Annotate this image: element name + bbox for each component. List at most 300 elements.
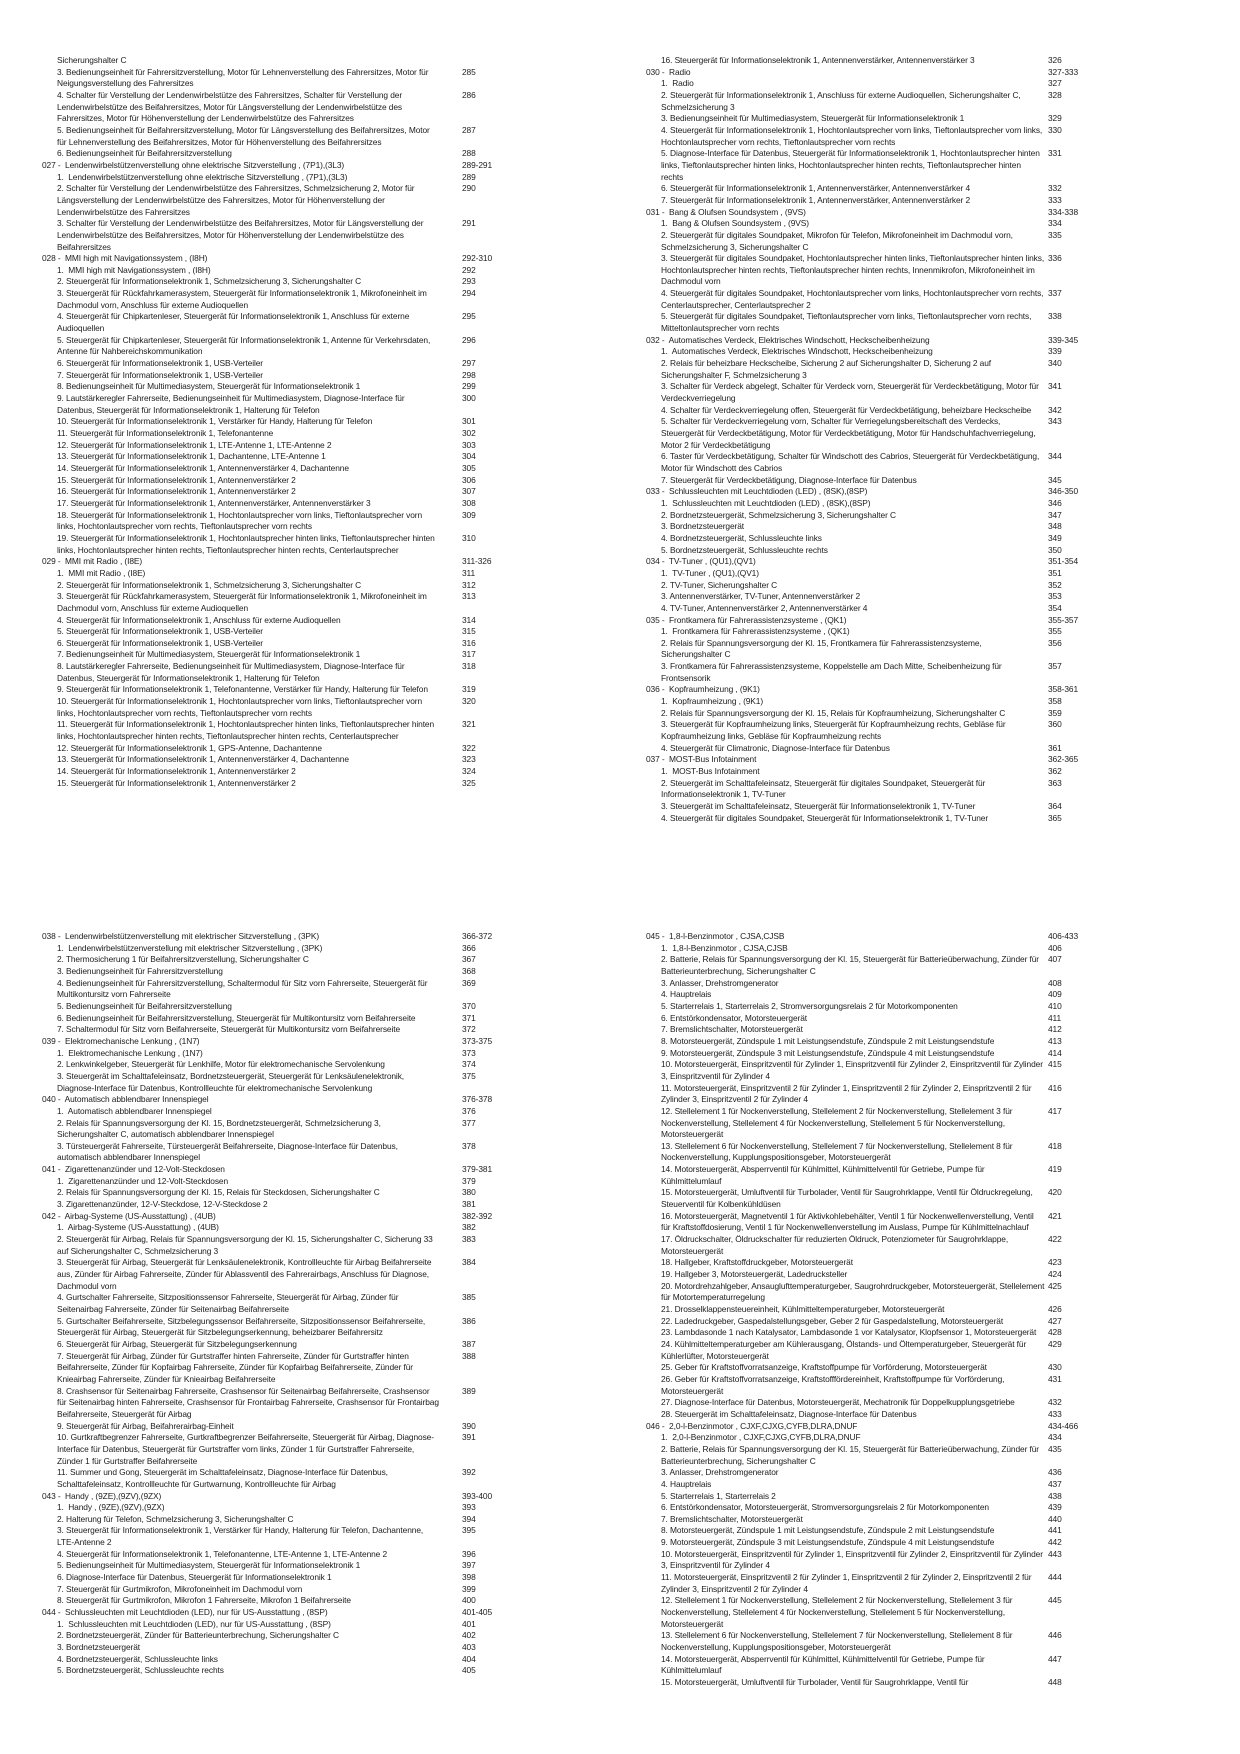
index-entry	[42, 335, 617, 358]
entry-text: 3. Steuergerät im Schalttafeleinsatz, Steuergerät für Informationselektronik 1, TV-Tuner	[661, 801, 976, 811]
index-entry	[646, 1083, 1221, 1106]
index-entry	[42, 428, 617, 440]
index-entry	[646, 1316, 1221, 1328]
entry-text: 2. Relais für beheizbare Heckscheibe, Sicherung 2 auf Sicherungshalter D, Sicherung 2 auf Sicherungshalter F, Schmelzsicherung 3	[661, 358, 994, 380]
page-number: 296	[462, 334, 476, 345]
page-number: 355	[1048, 626, 1062, 637]
page-number: 375	[462, 1070, 476, 1081]
section-title: 034 - TV-Tuner , (QU1),(QV1)	[646, 556, 756, 567]
index-entry	[646, 719, 1221, 742]
page-number: 436	[1048, 1467, 1062, 1478]
index-entry	[42, 475, 617, 487]
index-entry	[42, 1292, 617, 1315]
entry-text: 2. Schalter für Verstellung der Lendenwirbelstütze des Fahrersitzes, Schmelzsicherung 2, Motor für Längsverstellung der Lendenwirbelstütze des Fahrersitzes, Motor für Höhenverstellung der Lendenwirbelstütze des Fahrersitzes	[57, 183, 417, 217]
index-entry	[646, 1036, 1221, 1048]
section-heading	[42, 1607, 617, 1619]
index-entry	[646, 475, 1221, 487]
page-number: 420	[1048, 1187, 1062, 1198]
entry-text: 7. Steuergerät für Informationselektronik 1, USB-Verteiler	[57, 369, 263, 380]
entry-text: 2. Steuergerät im Schalttafeleinsatz, Steuergerät für digitales Soundpaket, Steuergerät für Informationselektronik 1, TV-Tuner	[661, 777, 988, 800]
entry-text: 8. Bedienungseinheit für Multimediasystem, Steuergerät für Informationselektronik 1	[57, 381, 361, 392]
index-entry	[646, 1525, 1221, 1537]
section-title: 040 - Automatisch abblendbarer Innenspiegel	[42, 1094, 209, 1105]
entry-text: 16. Steuergerät für Informationselektronik 1, Antennenverstärker 2	[57, 486, 296, 497]
page-number: 418	[1048, 1140, 1062, 1151]
page-number: 431	[1048, 1373, 1062, 1384]
page-number: 341	[1048, 381, 1062, 392]
index-entry	[646, 1257, 1221, 1269]
entry-text: 2. Relais für Spannungsversorgung der Kl. 15, Relais für Kopfraumheizung, Sicherungshalter C	[661, 707, 1006, 718]
entry-text: 7. Schaltermodul für Sitz vorn Beifahrerseite, Steuergerät für Multikontursitz vorn Beifahrerseite	[57, 1024, 401, 1035]
page-number: 423	[1048, 1257, 1062, 1268]
index-entry	[42, 1024, 617, 1036]
index-entry	[42, 778, 617, 790]
index-entry	[646, 1211, 1221, 1234]
page-number: 353	[1048, 591, 1062, 602]
index-entry	[42, 943, 617, 955]
entry-text: 16. Motorsteuergerät, Magnetventil 1 für Aktivkohlebehälter, Ventil 1 für Nockenwellenverstellung, Ventil für Kraftstoffdosierung, Ventil 1 für Nockenwellenverstellung im Auslass, Pumpe für Kühlmittelnachlauf	[661, 1210, 1036, 1233]
page-number: 408	[1048, 977, 1062, 988]
entry-text: Sicherungshalter C	[57, 55, 127, 65]
page-number: 334	[1048, 218, 1062, 229]
index-entry	[42, 533, 617, 556]
index-entry	[646, 1106, 1221, 1141]
index-entry	[646, 533, 1221, 545]
entry-text: 2. Bordnetzsteuergerät, Schmelzsicherung 3, Sicherungshalter C	[661, 509, 896, 520]
section-title: 036 - Kopfraumheizung , (9K1)	[646, 684, 760, 695]
entry-text: 3. Frontkamera für Fahrerassistenzsysteme, Koppelstelle am Dach Mitte, Scheibenheizung für Frontsensorik	[661, 661, 1004, 683]
index-entry	[42, 1584, 617, 1596]
entry-text: 9. Motorsteuergerät, Zündspule 3 mit Leistungsendstufe, Zündspule 4 mit Leistungsendstufe	[661, 1047, 995, 1058]
entry-text: 5. Bedienungseinheit für Multimediasystem, Steuergerät für Informationselektronik 1	[57, 1560, 361, 1571]
entry-text: 5. Diagnose-Interface für Datenbus, Steuergerät für Informationselektronik 1, Hochtonlautsprecher hinten links, Tieftonlautsprecher hinten links, Hochtonlautsprecher hinten rechts, Tieftonlautsprecher hinten rechts	[661, 148, 1043, 182]
index-entry	[646, 230, 1221, 253]
page-number: 380	[462, 1187, 476, 1198]
entry-text: 28. Steuergerät im Schalttafeleinsatz, Diagnose-Interface für Datenbus	[661, 1408, 917, 1419]
section-title: 037 - MOST-Bus Infotainment	[646, 754, 757, 765]
page-number: 350	[1048, 544, 1062, 555]
index-entry	[646, 125, 1221, 148]
entry-text: 23. Lambdasonde 1 nach Katalysator, Lambdasonde 1 vor Katalysator, Klopfsensor 1, Motorsteuergerät	[661, 1327, 1037, 1338]
page-number: 345	[1048, 474, 1062, 485]
entry-text: 6. Bedienungseinheit für Beifahrersitzverstellung, Steuergerät für Multikontursitz vorn Beifahrerseite	[57, 1012, 416, 1023]
page-range: 373-375	[462, 1035, 493, 1046]
page-number: 370	[462, 1000, 476, 1011]
section-heading	[646, 754, 1221, 766]
page-range: 376-378	[462, 1094, 493, 1105]
entry-text: 4. Hauptrelais	[661, 989, 712, 1000]
page-number: 342	[1048, 404, 1062, 415]
entry-text: 3. Steuergerät im Schalttafeleinsatz, Bordnetzsteuergerät, Steuergerät für Lenksäulenelektronik, Diagnose-Interface für Datenbus, Kontrollleuchte für elektromechanische Servolenkung	[57, 1070, 407, 1093]
index-entry	[42, 393, 617, 416]
page-number: 441	[1048, 1525, 1062, 1536]
entry-text: 13. Stellelement 6 für Nockenverstellung, Stellelement 7 für Nockenverstellung, Stellelement 8 für Nockenverstellung, Kupplungspositionsgeber, Motorsteuergerät	[661, 1630, 1015, 1653]
entry-text: 7. Steuergerät für Verdeckbetätigung, Diagnose-Interface für Datenbus	[661, 474, 917, 485]
page-number: 427	[1048, 1315, 1062, 1326]
entry-text: 1. Lendenwirbelstützenverstellung ohne elektrische Sitzverstellung , (7P1),(3L3)	[57, 171, 348, 182]
index-entry	[646, 778, 1221, 801]
page-number: 294	[462, 288, 476, 299]
index-entry	[42, 440, 617, 452]
entry-text: 14. Motorsteuergerät, Absperrventil für Kühlmittel, Kühlmittelventil für Getriebe, Pumpe für Kühlmittelumlauf	[661, 1164, 987, 1186]
index-entry	[42, 1106, 617, 1118]
index-entry	[646, 1362, 1221, 1374]
page-number: 372	[462, 1024, 476, 1035]
page-number: 324	[462, 766, 476, 777]
page-number: 366	[462, 942, 476, 953]
index-entry	[646, 1048, 1221, 1060]
entry-text: 10. Steuergerät für Informationselektronik 1, Hochtonlautsprecher vorn links, Tieftonlautsprecher vorn links, Hochtonlautsprecher vorn rechts, Tieftonlautsprecher vorn rechts	[57, 696, 425, 718]
section-heading	[42, 1211, 617, 1223]
index-entry	[646, 55, 1221, 67]
entry-text: 6. Entstörkondensator, Motorsteuergerät	[661, 1012, 808, 1023]
page-number: 428	[1048, 1327, 1062, 1338]
entry-text: 7. Steuergerät für Gurtmikrofon, Mikrofoneinheit im Dachmodul vorn	[57, 1583, 303, 1594]
index-entry	[646, 1677, 1221, 1689]
index-entry	[646, 183, 1221, 195]
index-entry	[646, 1444, 1221, 1467]
index-entry	[42, 615, 617, 627]
entry-text: 1. MMI mit Radio , (I8E)	[57, 567, 146, 578]
index-entry	[646, 545, 1221, 557]
entry-text: 4. Schalter für Verstellung der Lendenwirbelstütze des Fahrersitzes, Schalter für Verstellung der Lendenwirbelstütze des Beifahrersitzes, Motor für Längsverstellung der Lendenwirbelstütze des Fahrersitzes, Motor für Höhenverstellung der Lendenwirbelstütze des Fahrersitzes	[57, 89, 405, 124]
page-number: 421	[1048, 1210, 1062, 1221]
page-number: 443	[1048, 1548, 1062, 1559]
entry-text: 7. Bedienungseinheit für Multimediasystem, Steuergerät für Informationselektronik 1	[57, 649, 361, 660]
page-number: 383	[462, 1234, 476, 1245]
page-number: 371	[462, 1012, 476, 1023]
entry-text: 3. Schalter für Verstellung der Lendenwirbelstütze des Beifahrersitzes, Motor für Längsverstellung der Lendenwirbelstütze des Beifahrersitzes, Motor für Höhenverstellung der Lendenwirbelstütze des Beifahrersitzes	[57, 218, 426, 252]
entry-text: 4. Schalter für Verdeckverriegelung offen, Steuergerät für Verdeckbetätigung, beheizbare Heckscheibe	[661, 404, 1032, 415]
column-bottom-right	[646, 931, 1221, 1689]
page-range: 401-405	[462, 1607, 493, 1618]
page-number: 385	[462, 1292, 476, 1303]
entry-text: 3. Türsteuergerät Fahrerseite, Türsteuergerät Beifahrerseite, Diagnose-Interface für Datenbus, automatisch abblendbarer Innenspiegel	[57, 1140, 401, 1163]
entry-text: 3. Bedienungseinheit für Fahrersitzverstellung	[57, 965, 223, 976]
index-entry	[646, 1502, 1221, 1514]
index-entry	[42, 1351, 617, 1386]
page-number: 413	[1048, 1035, 1062, 1046]
index-entry	[646, 1491, 1221, 1503]
index-entry	[646, 510, 1221, 522]
index-entry	[42, 1118, 617, 1141]
index-entry	[646, 1339, 1221, 1362]
page-number: 330	[1048, 124, 1062, 135]
entry-text: 18. Steuergerät für Informationselektronik 1, Hochtonlautsprecher vorn links, Tieftonlautsprecher vorn links, Hochtonlautsprecher vorn rechts, Tieftonlautsprecher vorn rechts	[57, 509, 425, 532]
index-entry	[646, 1281, 1221, 1304]
entry-text: 13. Steuergerät für Informationselektronik 1, Dachantenne, LTE-Antenne 1	[57, 451, 326, 462]
entry-text: 4. Steuergerät für Informationselektronik 1, Hochtonlautsprecher vorn links, Tieftonlautsprecher vorn links, Hochtonlautsprecher vorn rechts, Tieftonlautsprecher vorn rechts	[661, 124, 1045, 147]
entry-text: 5. Bedienungseinheit für Beifahrersitzverstellung	[57, 1000, 232, 1011]
entry-text: 21. Drosselklappensteuereinheit, Kühlmitteltemperaturgeber, Motorsteuergerät	[661, 1304, 945, 1314]
index-entry	[42, 1048, 617, 1060]
section-title: 029 - MMI mit Radio , (I8E)	[42, 556, 143, 567]
index-entry	[42, 1234, 617, 1257]
index-entry	[646, 661, 1221, 684]
page-number: 407	[1048, 954, 1062, 965]
index-entry	[646, 1374, 1221, 1397]
section-heading	[646, 67, 1221, 79]
page-number: 297	[462, 358, 476, 369]
page-number: 336	[1048, 253, 1062, 264]
entry-text: 3. Schalter für Verdeck abgelegt, Schalter für Verdeck vorn, Steuergerät für Verdeckbetätigung, Motor für Verdeckverriegelung	[661, 381, 1041, 404]
entry-text: 5. Schalter für Verdeckverriegelung vorn, Schalter für Verriegelungsbereitschaft des Verdecks, Steuergerät für Verdeckbetätigung, Motor für Verdeckbetätigung, Motor für Handschuhfachverriegelung, Motor 2 für Verdeckbetätigung	[661, 416, 1038, 450]
continuation-line	[42, 55, 617, 67]
index-entry	[646, 743, 1221, 755]
page-number: 310	[462, 532, 476, 543]
page-number: 442	[1048, 1537, 1062, 1548]
entry-text: 3. Anlasser, Drehstromgenerator	[661, 1467, 779, 1478]
section-heading	[42, 556, 617, 568]
entry-text: 1. Automatisch abblendbarer Innenspiegel	[57, 1105, 212, 1116]
entry-text: 5. Steuergerät für Informationselektronik 1, USB-Verteiler	[57, 626, 263, 637]
index-entry	[646, 603, 1221, 615]
page-number: 300	[462, 393, 476, 404]
page-number: 399	[462, 1583, 476, 1594]
index-entry	[42, 626, 617, 638]
index-entry	[42, 1630, 617, 1642]
page-number: 287	[462, 124, 476, 135]
page-number: 446	[1048, 1630, 1062, 1641]
index-entry	[646, 989, 1221, 1001]
entry-text: 24. Kühlmitteltemperaturgeber am Kühlerausgang, Ölstands- und Öltemperaturgeber, Steuergerät für Kühlerlüfter, Motorsteuergerät	[661, 1338, 1029, 1361]
entry-text: 1. Elektromechanische Lenkung , (1N7)	[57, 1047, 203, 1058]
page-number: 448	[1048, 1677, 1062, 1687]
page-number: 369	[462, 977, 476, 988]
index-entry	[646, 218, 1221, 230]
page-number: 398	[462, 1572, 476, 1583]
page-range: 334-338	[1048, 206, 1079, 217]
section-title: 042 - Airbag-Systeme (US-Ausstattung) , (4UB)	[42, 1210, 216, 1221]
entry-text: 17. Steuergerät für Informationselektronik 1, Antennenverstärker, Antennenverstärker 3	[57, 497, 371, 508]
entry-text: 6. Steuergerät für Informationselektronik 1, USB-Verteiler	[57, 358, 263, 369]
page-number: 351	[1048, 567, 1062, 578]
entry-text: 7. Bremslichtschalter, Motorsteuergerät	[661, 1513, 803, 1524]
section-title: 028 - MMI high mit Navigationssystem , (I8H)	[42, 253, 208, 264]
entry-text: 4. TV-Tuner, Antennenverstärker 2, Antennenverstärker 4	[661, 602, 868, 613]
page-number: 306	[462, 474, 476, 485]
page-range: 379-381	[462, 1164, 493, 1175]
page-number: 338	[1048, 311, 1062, 322]
index-entry	[42, 661, 617, 684]
index-entry	[42, 638, 617, 650]
index-entry	[646, 1164, 1221, 1187]
entry-text: 5. Steuergerät für Chipkartenleser, Steuergerät für Informationselektronik 1, Antenne für Verkehrsdaten, Antenne für Nahbereichskommunikation	[57, 334, 432, 357]
index-entry	[42, 591, 617, 614]
index-entry	[42, 1071, 617, 1094]
page-number: 401	[462, 1618, 476, 1629]
section-heading	[646, 615, 1221, 627]
index-entry	[646, 311, 1221, 334]
index-entry	[646, 708, 1221, 720]
index-entry	[646, 1024, 1221, 1036]
page-range: 382-392	[462, 1210, 493, 1221]
entry-text: 4. Bordnetzsteuergerät, Schlussleuchte links	[661, 532, 822, 543]
entry-text: 11. Summer und Gong, Steuergerät im Schalttafeleinsatz, Diagnose-Interface für Datenbus, Schalttafeleinsatz, Kontrollleuchte für Gurtwarnung, Kontrollleuchte für Airbag	[57, 1467, 391, 1489]
page-number: 414	[1048, 1047, 1062, 1058]
page-number: 416	[1048, 1082, 1062, 1093]
entry-text: 15. Motorsteuergerät, Umluftventil für Turbolader, Ventil für Saugrohrklappe, Ventil für Öldruckregelung, Steuerventil für Kolbenkühldüsen	[661, 1187, 1035, 1210]
index-entry	[646, 113, 1221, 125]
entry-text: 4. Gurtschalter Fahrerseite, Sitzpositionssensor Fahrerseite, Steuergerät für Airbag, Zünder für Seitenairbag Fahrerseite, Zünder für Seitenairbag Beifahrerseite	[57, 1292, 401, 1314]
section-heading	[42, 1491, 617, 1503]
section-heading	[646, 1421, 1221, 1433]
column-top-left	[42, 55, 617, 789]
entry-text: 3. Bedienungseinheit für Multimediasystem, Steuergerät für Informationselektronik 1	[661, 113, 965, 124]
entry-text: 2. Lenkwinkelgeber, Steuergerät für Lenkhilfe, Motor für elektromechanische Servolenkung	[57, 1059, 385, 1070]
index-entry	[646, 766, 1221, 778]
index-entry	[646, 568, 1221, 580]
index-entry	[646, 638, 1221, 661]
page-number: 303	[462, 439, 476, 450]
entry-text: 15. Steuergerät für Informationselektronik 1, Antennenverstärker 2	[57, 777, 296, 788]
entry-text: 16. Steuergerät für Informationselektronik 1, Antennenverstärker, Antennenverstärker 3	[661, 55, 975, 65]
entry-text: 3. Steuergerät für Informationselektronik 1, Verstärker für Handy, Halterung für Telefon, Dachantenne, LTE-Antenne 2	[57, 1525, 426, 1548]
index-entry	[646, 148, 1221, 183]
index-entry	[646, 813, 1221, 825]
entry-text: 2. Relais für Spannungsversorgung der Kl. 15, Bordnetzsteuergerät, Schmelzsicherung 3, Sicherungshalter C, automatisch abblendbarer Innenspiegel	[57, 1117, 384, 1140]
index-entry	[42, 766, 617, 778]
index-entry	[42, 1595, 617, 1607]
section-heading	[646, 207, 1221, 219]
entry-text: 2. Thermosicherung 1 für Beifahrersitzverstellung, Sicherungshalter C	[57, 954, 309, 965]
page-number: 432	[1048, 1397, 1062, 1408]
page-number: 319	[462, 684, 476, 695]
entry-text: 3. Bordnetzsteuergerät	[661, 521, 744, 532]
page-range: 327-333	[1048, 66, 1079, 77]
page-number: 358	[1048, 696, 1062, 707]
index-entry	[646, 381, 1221, 404]
entry-text: 1. Frontkamera für Fahrerassistenzsysteme , (QK1)	[661, 626, 850, 637]
page-number: 444	[1048, 1572, 1062, 1583]
page-number: 322	[462, 742, 476, 753]
index-entry	[646, 1514, 1221, 1526]
entry-text: 10. Motorsteuergerät, Einspritzventil für Zylinder 1, Einspritzventil für Zylinder 2, Einspritzventil für Zylinder 3, Einspritzventil für Zylinder 4	[661, 1548, 1046, 1571]
entry-text: 2. Steuergerät für Airbag, Relais für Spannungsversorgung der Kl. 15, Sicherungshalter C, Sicherung 33 auf Sicherungshalter C, Schmelzsicherung 3	[57, 1234, 435, 1256]
page-range: 339-345	[1048, 334, 1079, 345]
page-number: 409	[1048, 989, 1062, 1000]
index-entry	[646, 78, 1221, 90]
index-entry	[646, 1630, 1221, 1653]
page-range: 292-310	[462, 253, 493, 264]
page-number: 391	[462, 1432, 476, 1443]
entry-text: 4. Steuergerät für digitales Soundpaket, Steuergerät für Informationselektronik 1, TV-Tuner	[661, 812, 989, 823]
page-number: 315	[462, 626, 476, 637]
entry-text: 10. Gurtkraftbegrenzer Fahrerseite, Gurtkraftbegrenzer Beifahrerseite, Steuergerät für Airbag, Diagnose-Interface für Datenbus, Steuergerät für Gurtstraffer vorn links, Zünder 1 für Gurtstraffer Fahrerseite, Zünder 1 für Gurtstraffer Beifahrerseite	[57, 1432, 434, 1466]
page-number: 359	[1048, 707, 1062, 718]
entry-text: 8. Crashsensor für Seitenairbag Fahrerseite, Crashsensor für Seitenairbag Beifahrerseite, Crashsensor für Seitenairbag hinten Fahrerseite, Crashsensor für Frontairbag Fahrerseite, Crashsensor für Frontairbag Beifahrerseite, Steuergerät für Airbag	[57, 1385, 442, 1419]
page-number: 397	[462, 1560, 476, 1571]
page-number: 357	[1048, 661, 1062, 672]
page-number: 321	[462, 719, 476, 730]
entry-text: 7. Bremslichtschalter, Motorsteuergerät	[661, 1024, 803, 1035]
index-entry	[42, 649, 617, 661]
entry-text: 4. Bedienungseinheit für Fahrersitzverstellung, Schaltermodul für Sitz vorn Fahrerseite, Steuergerät für Multikontursitz vorn Fahrerseite	[57, 977, 430, 1000]
index-entry	[646, 1397, 1221, 1409]
page-number: 295	[462, 311, 476, 322]
index-entry	[42, 498, 617, 510]
entry-text: 1. MOST-Bus Infotainment	[661, 766, 760, 777]
page-number: 352	[1048, 579, 1062, 590]
index-entry	[42, 1187, 617, 1199]
entry-text: 19. Steuergerät für Informationselektronik 1, Hochtonlautsprecher hinten links, Tieftonlautsprecher hinten links, Hochtonlautsprecher hinten rechts, Tieftonlautsprecher hinten rechts, Centerlautsprecher	[57, 532, 437, 555]
section-title: 038 - Lendenwirbelstützenverstellung mit elektrischer Sitzverstellung , (3PK)	[42, 931, 320, 941]
index-entry	[646, 1595, 1221, 1630]
page-range: 366-372	[462, 931, 493, 941]
page-number: 424	[1048, 1269, 1062, 1280]
page-number: 389	[462, 1385, 476, 1396]
index-entry	[646, 405, 1221, 417]
page-number: 291	[462, 218, 476, 229]
section-title: 033 - Schlussleuchten mit Leuchtdioden (LED) , (8SK),(8SP)	[646, 486, 868, 497]
index-entry	[42, 1141, 617, 1164]
entry-text: 26. Geber für Kraftstoffvorratsanzeige, Kraftstofffördereinheit, Kraftstoffpumpe für Vorförderung, Motorsteuergerät	[661, 1373, 1007, 1396]
page-number: 426	[1048, 1304, 1062, 1314]
page-range: 393-400	[462, 1490, 493, 1501]
page-number: 340	[1048, 358, 1062, 369]
index-entry	[42, 1316, 617, 1339]
section-title: 041 - Zigarettenanzünder und 12-Volt-Steckdosen	[42, 1164, 225, 1175]
page-number: 445	[1048, 1595, 1062, 1606]
page-range: 434-466	[1048, 1420, 1079, 1431]
index-entry	[42, 1467, 617, 1490]
section-title: 046 - 2,0-l-Benzinmotor , CJXF,CJXG,CYFB,DLRA,DNUF	[646, 1420, 858, 1431]
section-heading	[646, 931, 1221, 943]
page-number: 410	[1048, 1000, 1062, 1011]
index-entry	[646, 416, 1221, 451]
section-title: 039 - Elektromechanische Lenkung , (1N7)	[42, 1035, 200, 1046]
entry-text: 1. MMI high mit Navigationssystem , (I8H)	[57, 264, 211, 275]
page-number: 439	[1048, 1502, 1062, 1513]
page-number: 412	[1048, 1024, 1062, 1035]
index-entry	[42, 1549, 617, 1561]
index-entry	[42, 1176, 617, 1188]
page-number: 302	[462, 428, 476, 438]
section-title: 032 - Automatisches Verdeck, Elektrisches Windschott, Heckscheibenheizung	[646, 334, 930, 345]
page-number: 377	[462, 1117, 476, 1128]
entry-text: 11. Steuergerät für Informationselektronik 1, Telefonantenne	[57, 428, 274, 438]
index-entry	[42, 486, 617, 498]
page-range: 358-361	[1048, 684, 1079, 695]
page-number: 343	[1048, 416, 1062, 427]
page-number: 388	[462, 1350, 476, 1361]
index-entry	[646, 358, 1221, 381]
entry-text: 11. Motorsteuergerät, Einspritzventil 2 für Zylinder 1, Einspritzventil 2 für Zylinder 2, Einspritzventil 2 für Zylinder 3, Einspritzventil 2 für Zylinder 4	[661, 1082, 1034, 1105]
index-entry	[646, 943, 1221, 955]
index-entry	[646, 626, 1221, 638]
entry-text: 1. 1,8-l-Benzinmotor , CJSA,CJSB	[661, 942, 788, 953]
entry-text: 14. Steuergerät für Informationselektronik 1, Antennenverstärker 2	[57, 766, 296, 777]
section-title: 031 - Bang & Olufsen Soundsystem , (9VS)	[646, 206, 806, 217]
page-number: 333	[1048, 194, 1062, 205]
section-heading	[42, 1094, 617, 1106]
index-entry	[42, 954, 617, 966]
index-entry	[646, 1467, 1221, 1479]
column-top-right	[646, 55, 1221, 824]
page-range: 362-365	[1048, 754, 1079, 765]
index-entry	[42, 370, 617, 382]
index-entry	[42, 1001, 617, 1013]
page-range: 311-326	[462, 556, 492, 567]
page-number: 415	[1048, 1059, 1062, 1070]
section-heading	[42, 1036, 617, 1048]
entry-text: 4. Steuergerät für Informationselektronik 1, Telefonantenne, LTE-Antenne 1, LTE-Antenne 2	[57, 1548, 388, 1559]
page-number: 440	[1048, 1513, 1062, 1524]
entry-text: 1. Schlussleuchten mit Leuchtdioden (LED) , (8SK),(8SP)	[661, 497, 871, 508]
entry-text: 2. Batterie, Relais für Spannungsversorgung der Kl. 15, Steuergerät für Batterieüberwachung, Zünder für Batterieunterbrechung, Sicherungshalter C	[661, 1443, 1042, 1466]
page-range: 289-291	[462, 159, 493, 170]
index-entry	[646, 346, 1221, 358]
